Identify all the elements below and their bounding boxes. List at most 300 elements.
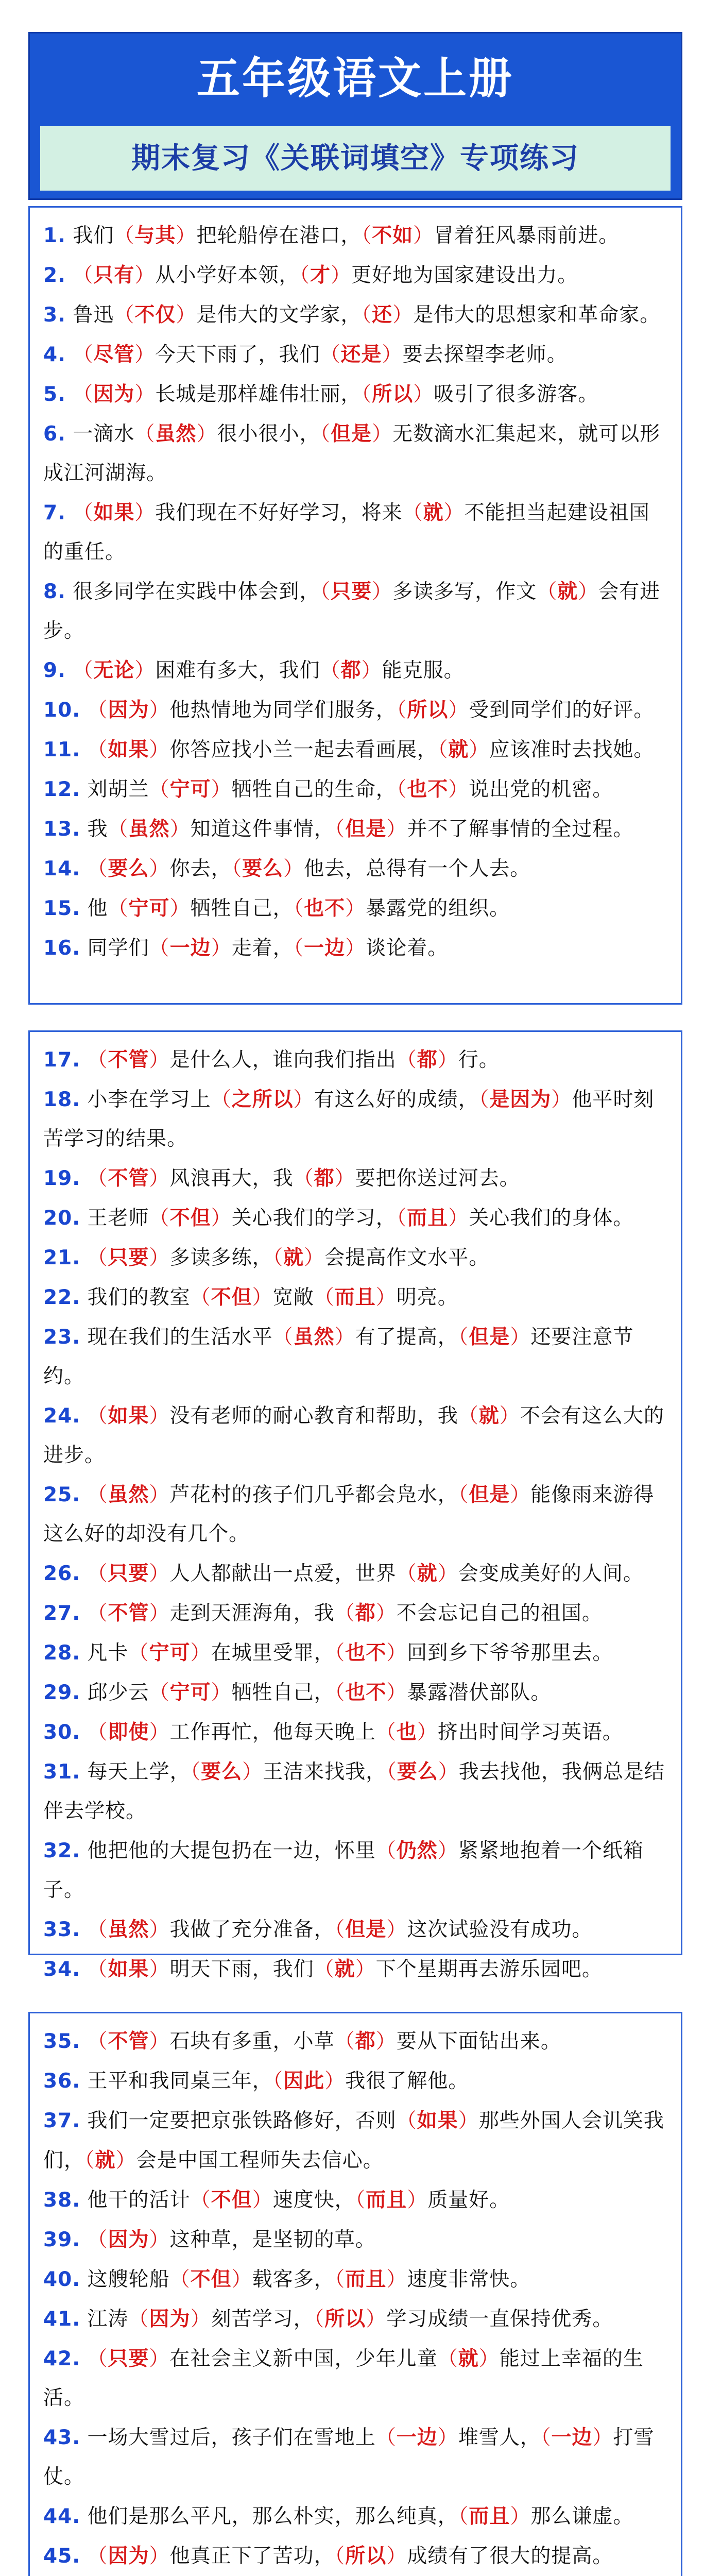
bracket: ）: [407, 2189, 428, 2212]
sentence-text: ）要去探望李老师。: [382, 343, 568, 366]
sentence-text: ）在社会主义新中国，少年儿童（: [149, 2347, 458, 2370]
bracket: ）: [134, 264, 156, 287]
bracket: ）: [211, 1681, 232, 1704]
item-number: 1.: [43, 224, 66, 247]
bracket: （: [396, 699, 407, 722]
bracket: （: [231, 857, 243, 880]
bracket: （: [190, 1760, 201, 1784]
exercise-item: [43, 2220, 667, 2260]
sentence-text: [88, 1958, 108, 1981]
sentence-text: 现在我们的生活水平（: [87, 1326, 294, 1349]
sentence-text: ）速度快，（: [252, 2189, 366, 2212]
sentence-text: 很多同学在实践中体会到，（: [73, 580, 331, 603]
bracket: （: [361, 224, 372, 247]
item-number: 40.: [43, 2268, 81, 2291]
answer-keyword: 也: [396, 1720, 417, 1744]
item-number: 45.: [43, 2545, 81, 2568]
exercise-item: [43, 1396, 667, 1475]
bracket: （: [87, 1048, 108, 1072]
item-number: 27.: [43, 1602, 81, 1625]
bracket: （: [314, 2308, 325, 2331]
sentence-text: ）刻苦学习，（: [190, 2308, 325, 2331]
bracket: （: [478, 1088, 490, 1111]
answer-keyword: 因为: [108, 698, 149, 722]
item-number: 5.: [43, 383, 66, 406]
sentence-text: ）更好地为国家建设出力。: [331, 264, 578, 287]
bracket: （: [355, 2189, 366, 2212]
sentence-text: ）今天下雨了，我们（: [134, 343, 341, 366]
item-number: 26.: [43, 1562, 81, 1585]
bracket: ）: [375, 1602, 397, 1625]
bracket: ）: [134, 659, 156, 682]
bracket: （: [87, 699, 108, 722]
bracket: （: [149, 1681, 170, 1704]
sentence-text: [73, 659, 93, 682]
item-number: 42.: [43, 2347, 81, 2370]
sentence-text: ）从小学好本领，（: [134, 264, 311, 287]
item-number: 4.: [43, 343, 66, 366]
bracket: ）: [149, 1167, 170, 1190]
bracket: （: [87, 1918, 108, 1941]
page-title: 五年级语文上册: [196, 53, 514, 104]
bracket: ）: [478, 2347, 500, 2370]
answer-keyword: 就: [423, 501, 444, 524]
exercise-item: [43, 1713, 667, 1752]
bracket: （: [334, 818, 346, 841]
sentence-text: ）那么谦虚。: [510, 2505, 634, 2528]
bracket: （: [458, 1326, 469, 1349]
bracket: （: [396, 1048, 417, 1072]
bracket: ）: [438, 1760, 459, 1784]
bracket: （: [272, 1246, 284, 1269]
sentence-text: ）能过上幸福的生活。: [43, 2347, 644, 2410]
answer-keyword: 只有: [93, 263, 135, 287]
bracket: ）: [437, 1562, 458, 1585]
answer-keyword: 不仅: [134, 303, 176, 327]
item-number: 37.: [43, 2109, 81, 2132]
sentence-text: ）走着，（: [211, 937, 304, 960]
exercise-item: [43, 2022, 667, 2061]
bracket: （: [149, 1207, 170, 1230]
answer-keyword: 如果: [417, 2109, 458, 2132]
item-number: 36.: [43, 2070, 81, 2093]
exercise-item: [43, 493, 667, 572]
answer-keyword: 要么: [108, 857, 149, 880]
sentence-text: 小李在学习上（: [87, 1088, 232, 1111]
exercise-item: [43, 1554, 667, 1594]
bracket: （: [320, 343, 341, 366]
sentence-text: ）堆雪人，（: [437, 2426, 552, 2449]
bracket: （: [458, 2505, 469, 2528]
sentence-text: ）有了提高，（: [334, 1326, 469, 1349]
sentence-text: ）石块有多重，小草（: [149, 2030, 355, 2053]
answer-keyword: 都: [340, 658, 362, 682]
answer-keyword: 只要: [331, 580, 372, 603]
exercise-panel-2: [28, 1030, 682, 1981]
exercise-item: [43, 2061, 667, 2101]
bracket: （: [87, 1404, 108, 1428]
bracket: （: [190, 2189, 211, 2212]
bracket: ）: [386, 818, 407, 841]
bracket: （: [73, 659, 94, 682]
item-number: 9.: [43, 659, 66, 682]
sentence-text: ）牺牲自己，（: [169, 897, 304, 920]
sentence-text: [88, 1404, 108, 1428]
exercise-item: [43, 1040, 667, 1080]
bracket: ）: [361, 659, 382, 682]
answer-keyword: 但是: [345, 817, 387, 841]
exercise-item: [43, 1633, 667, 1673]
sentence-text: ）长城是那样雄伟壮丽，（: [134, 383, 372, 406]
sentence-text: [73, 264, 93, 287]
sentence-text: ）吸引了很多游客。: [413, 383, 599, 406]
bracket: （: [320, 659, 341, 682]
answer-keyword: 如果: [93, 501, 135, 524]
bracket: ）: [196, 422, 217, 446]
sentence-text: [88, 1562, 108, 1585]
answer-keyword: 如果: [108, 1404, 149, 1428]
sentence-text: ）打雪仗。: [43, 2426, 655, 2488]
item-number: 41.: [43, 2308, 81, 2331]
answer-keyword: 不如: [372, 224, 414, 247]
exercise-item: [43, 216, 667, 256]
bracket: （: [334, 1681, 346, 1704]
bracket: ）: [417, 1721, 438, 1744]
sentence-text: ）会变成美好的人间。: [437, 1562, 644, 1585]
bracket: ）: [551, 1088, 572, 1111]
sentence-text: 凡卡（: [87, 1641, 149, 1665]
answer-keyword: 只要: [108, 1562, 149, 1585]
bracket: ）: [149, 2228, 170, 2251]
bracket: （: [73, 264, 94, 287]
bracket: ）: [149, 857, 170, 880]
answer-keyword: 所以: [407, 698, 449, 722]
bracket: ）: [304, 1246, 325, 1269]
item-number: 20.: [43, 1207, 81, 1230]
item-number: 25.: [43, 1483, 81, 1506]
bracket: ）: [499, 1404, 520, 1428]
sentence-text: ）学习成绩一直保持优秀。: [366, 2308, 613, 2331]
bracket: ）: [134, 343, 156, 366]
header-banner: [28, 32, 682, 200]
answer-keyword: 所以: [372, 382, 414, 406]
answer-keyword: 虽然: [128, 817, 170, 841]
sentence-text: [88, 1246, 108, 1269]
exercise-item: [43, 1673, 667, 1713]
bracket: ）: [211, 1207, 232, 1230]
bracket: ）: [437, 1048, 458, 1072]
bracket: ）: [149, 1048, 170, 1072]
bracket: ）: [375, 1286, 397, 1309]
bracket: ）: [211, 937, 232, 960]
answer-keyword: 都: [355, 2029, 376, 2053]
sentence-text: ）是伟大的文学家，（: [176, 303, 372, 327]
sentence-text: ）受到同学们的好评。: [448, 699, 655, 722]
bracket: ）: [355, 1958, 376, 1981]
answer-keyword: 所以: [345, 2544, 387, 2568]
bracket: ）: [510, 2505, 531, 2528]
bracket: ）: [149, 1602, 170, 1625]
item-number: 34.: [43, 1958, 81, 1981]
item-number: 24.: [43, 1404, 81, 1428]
answer-keyword: 如果: [108, 738, 149, 761]
item-number: 22.: [43, 1286, 81, 1309]
answer-keyword: 宁可: [169, 1681, 211, 1704]
answer-keyword: 就: [417, 1562, 438, 1585]
bracket: ）: [392, 303, 414, 327]
bracket: （: [149, 778, 170, 801]
answer-keyword: 不但: [169, 1206, 211, 1230]
sentence-text: ）并不了解事情的全过程。: [386, 818, 634, 841]
exercise-item: [43, 1950, 667, 1989]
answer-keyword: 一边: [551, 2426, 593, 2449]
exercise-item: [43, 2101, 667, 2180]
bracket: ）: [386, 1641, 407, 1665]
sentence-text: 王老师（: [87, 1207, 170, 1230]
bracket: ）: [242, 1760, 263, 1784]
sentence-text: ）冒着狂风暴雨前进。: [413, 224, 620, 247]
item-number: 39.: [43, 2228, 81, 2251]
sentence-text: ）困难有多大，我们（: [134, 659, 341, 682]
sentence-text: [88, 1721, 108, 1744]
sentence-text: ）挤出时间学习英语。: [417, 1721, 623, 1744]
sentence-text: 我（: [87, 818, 129, 841]
bracket: （: [386, 1760, 397, 1784]
sentence-text: [88, 1483, 108, 1506]
bracket: ）: [345, 897, 366, 920]
sentence-text: ）我做了充分准备，（: [149, 1918, 346, 1941]
bracket: ）: [149, 1483, 170, 1506]
bracket: （: [437, 738, 449, 761]
answer-keyword: 宁可: [169, 777, 211, 801]
sentence-text: ）能像雨来游得这么好的却没有几个。: [43, 1483, 655, 1546]
bracket: （: [87, 1562, 108, 1585]
sentence-text: ）王洁来找我，（: [242, 1760, 397, 1784]
answer-keyword: 不但: [190, 2267, 232, 2291]
bracket: ）: [176, 303, 197, 327]
sentence-text: [73, 501, 93, 524]
answer-keyword: 不管: [108, 1166, 149, 1190]
sentence-text: ）会有进步。: [43, 580, 661, 642]
bracket: ）: [176, 224, 197, 247]
bracket: ）: [149, 1721, 170, 1744]
sentence-text: [88, 1602, 108, 1625]
sentence-text: [88, 2347, 108, 2370]
sentence-text: ）不会有这么大的进步。: [43, 1404, 664, 1467]
bracket: ）: [149, 1918, 170, 1941]
answer-keyword: 而且: [407, 1206, 449, 1230]
bracket: ）: [149, 699, 170, 722]
bracket: （: [458, 1483, 469, 1506]
sentence-text: 他们是那么平凡，那么朴实，那么纯真，（: [87, 2505, 469, 2528]
sentence-text: ）他去，总得有一个人去。: [283, 857, 531, 880]
bracket: （: [87, 2030, 108, 2053]
bracket: ）: [211, 778, 232, 801]
answer-keyword: 就: [478, 1404, 500, 1428]
bracket: ）: [448, 1207, 469, 1230]
sentence-text: 一滴水（: [73, 422, 156, 446]
item-number: 32.: [43, 1839, 81, 1862]
answer-keyword: 也不: [304, 896, 346, 920]
bracket: ）: [448, 778, 469, 801]
sentence-text: ）风浪再大，我（: [149, 1167, 314, 1190]
answer-keyword: 就: [95, 2148, 116, 2172]
exercise-item: [43, 1080, 667, 1159]
answer-keyword: 虽然: [155, 422, 197, 446]
sentence-text: ）没有老师的耐心教育和帮助，我（: [149, 1404, 479, 1428]
answer-keyword: 与其: [134, 224, 176, 247]
answer-keyword: 如果: [108, 1957, 149, 1981]
answer-keyword: 就: [448, 738, 469, 761]
bracket: （: [396, 1562, 417, 1585]
bracket: （: [334, 1641, 346, 1665]
sentence-text: ）成绩有了很大的提高。: [386, 2545, 613, 2568]
sentence-text: 这艘轮船（: [87, 2268, 191, 2291]
item-number: 17.: [43, 1048, 81, 1072]
item-number: 38.: [43, 2189, 81, 2212]
bracket: （: [87, 2228, 108, 2251]
answer-keyword: 就: [283, 1246, 304, 1269]
sentence-text: ）回到乡下爷爷那里去。: [386, 1641, 613, 1665]
answer-keyword: 都: [355, 1601, 376, 1625]
sentence-text: 我们的教室（: [87, 1286, 211, 1309]
sentence-text: ）载客多，（: [231, 2268, 346, 2291]
answer-keyword: 即使: [108, 1720, 149, 1744]
sentence-text: ）我们现在不好好学习，将来（: [134, 501, 423, 524]
bracket: （: [314, 1286, 335, 1309]
answer-keyword: 一边: [169, 936, 211, 960]
bracket: ）: [134, 501, 156, 524]
bracket: （: [73, 343, 94, 366]
sentence-text: [88, 699, 108, 722]
sentence-text: 刘胡兰（: [87, 778, 170, 801]
bracket: ）: [190, 1641, 211, 1665]
exercise-item: [43, 1159, 667, 1198]
exercise-item: [43, 2180, 667, 2220]
bracket: ）: [115, 2149, 136, 2172]
bracket: （: [396, 1207, 407, 1230]
bracket: ）: [293, 1088, 314, 1111]
sentence-text: ）把轮船停在港口，（: [176, 224, 372, 247]
item-number: 2.: [43, 264, 66, 287]
sentence-text: ）还要注意节约。: [43, 1326, 634, 1388]
sentence-text: 他把他的大提包扔在一边，怀里（: [87, 1839, 397, 1862]
sentence-text: ）他平时刻苦学习的结果。: [43, 1088, 655, 1150]
item-number: 14.: [43, 857, 81, 880]
sentence-text: ）芦花村的孩子们几乎都会凫水，（: [149, 1483, 469, 1506]
bracket: ）: [578, 580, 599, 603]
bracket: ）: [469, 738, 490, 761]
item-number: 31.: [43, 1760, 81, 1784]
bracket: （: [211, 1088, 232, 1111]
item-number: 13.: [43, 818, 81, 841]
answer-keyword: 都: [314, 1166, 335, 1190]
bracket: （: [87, 1167, 108, 1190]
answer-keyword: 虽然: [108, 1918, 149, 1941]
item-number: 16.: [43, 937, 81, 960]
bracket: （: [537, 580, 558, 603]
item-number: 11.: [43, 738, 81, 761]
sentence-text: 他干的活计（: [87, 2189, 211, 2212]
sentence-text: ）多读多写，作文（: [372, 580, 558, 603]
sentence-text: 一场大雪过后，孩子们在雪地上（: [87, 2426, 397, 2449]
bracket: ）: [386, 2545, 407, 2568]
exercise-item: [43, 849, 667, 889]
answer-keyword: 要么: [201, 1760, 243, 1784]
answer-keyword: 是因为: [489, 1088, 552, 1111]
sentence-text: ）他真正下了苦功，（: [149, 2545, 346, 2568]
exercise-item: [43, 928, 667, 968]
exercise-item: [43, 1278, 667, 1317]
answer-keyword: 而且: [469, 2504, 510, 2528]
bracket: （: [114, 303, 135, 327]
sentence-text: ）明亮。: [375, 1286, 458, 1309]
bracket: （: [437, 2347, 458, 2370]
answer-keyword: 也不: [407, 777, 449, 801]
bracket: （: [84, 2149, 95, 2172]
bracket: （: [402, 501, 423, 524]
answer-keyword: 而且: [334, 1285, 376, 1309]
bracket: （: [320, 580, 331, 603]
answer-keyword: 一边: [396, 2426, 438, 2449]
exercise-item: [43, 414, 667, 493]
answer-keyword: 只要: [108, 2347, 149, 2370]
bracket: （: [272, 2070, 284, 2093]
sentence-text: ）牺牲自己，（: [211, 1681, 346, 1704]
item-number: 30.: [43, 1721, 81, 1744]
bracket: ）: [366, 2308, 387, 2331]
sentence-text: 每天上学，（: [87, 1760, 201, 1784]
exercise-item: [43, 690, 667, 730]
bracket: （: [293, 1167, 314, 1190]
sentence-text: 同学们（: [87, 937, 170, 960]
answer-keyword: 不但: [211, 2188, 252, 2212]
exercise-item: [43, 375, 667, 414]
answer-keyword: 虽然: [293, 1325, 335, 1349]
sentence-text: ）走到天涯海角，我（: [149, 1602, 355, 1625]
answer-keyword: 无论: [93, 658, 135, 682]
bracket: （: [334, 2268, 346, 2291]
answer-keyword: 就: [557, 580, 578, 603]
bracket: ）: [231, 2268, 252, 2291]
answer-keyword: 不管: [108, 1048, 149, 1072]
sentence-text: 鲁迅（: [73, 303, 135, 327]
bracket: （: [458, 1404, 479, 1428]
answer-keyword: 也不: [345, 1681, 387, 1704]
sentence-text: [88, 738, 108, 761]
exercise-item: [43, 2339, 667, 2418]
answer-keyword: 但是: [331, 422, 372, 446]
bracket: （: [540, 2426, 552, 2449]
answer-keyword: 因为: [108, 2544, 149, 2568]
sentence-text: ）这次试验没有成功。: [386, 1918, 593, 1941]
sentence-text: [88, 857, 108, 880]
bracket: ）: [510, 1483, 531, 1506]
sentence-text: 邱少云（: [87, 1681, 170, 1704]
bracket: （: [299, 264, 311, 287]
bracket: ）: [386, 1681, 407, 1704]
answer-keyword: 宁可: [128, 896, 170, 920]
answer-keyword: 所以: [324, 2307, 366, 2331]
item-number: 44.: [43, 2505, 81, 2528]
bracket: ）: [437, 1839, 458, 1862]
sentence-text: ）不会忘记自己的祖国。: [375, 1602, 603, 1625]
item-number: 8.: [43, 580, 66, 603]
sentence-text: ）明天下雨，我们（: [149, 1958, 335, 1981]
bracket: ）: [375, 2030, 397, 2053]
bracket: ）: [324, 2070, 346, 2093]
bracket: ）: [283, 857, 304, 880]
